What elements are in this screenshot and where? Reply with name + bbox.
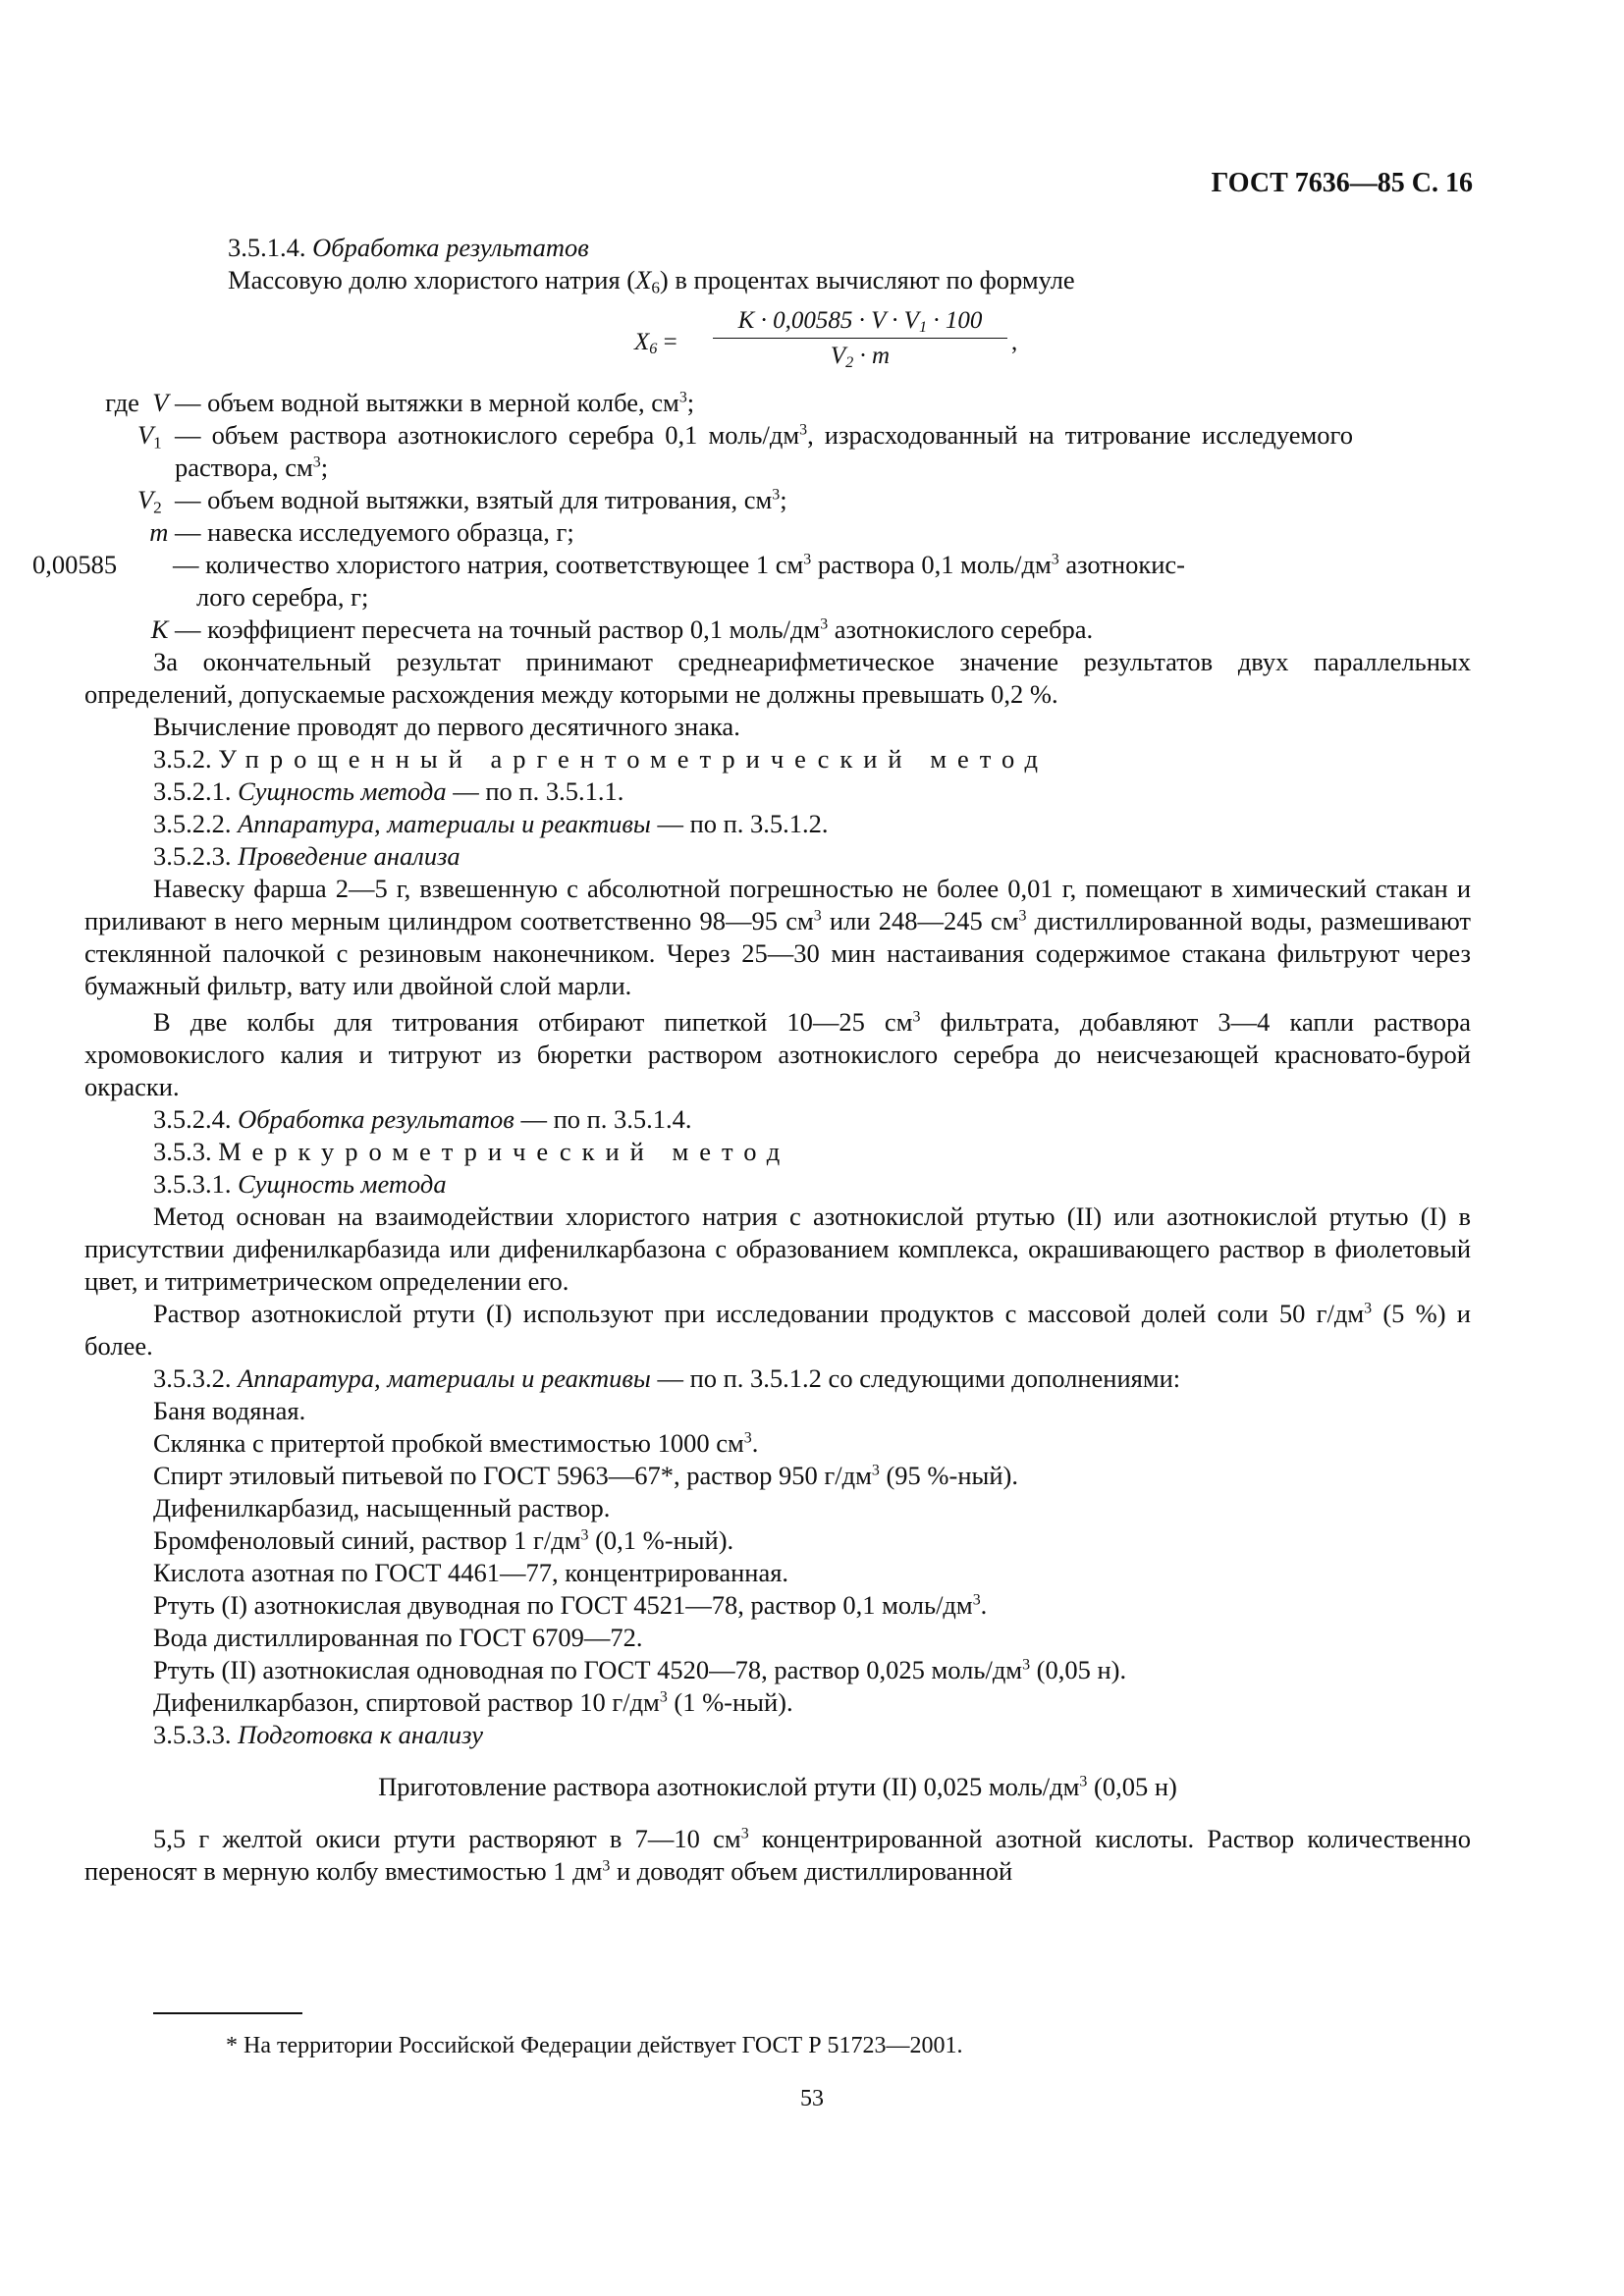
final-result-paragraph: За окончательный результат принимают среднеарифметическое значение результатов двух параллельных определений, допускаемые расхождения между которыми не должны превышать 0,2 %. — [84, 647, 1471, 709]
def-text — [175, 484, 1353, 516]
sup: 3 — [1018, 907, 1027, 925]
list-item — [153, 1524, 1471, 1557]
def-const-t1: — количество хлористого натрия, соответствующее 1 см — [173, 550, 804, 579]
denominator-a: V — [830, 343, 846, 369]
sup: 3 — [871, 1462, 880, 1479]
section-title: Обработка результатов — [312, 233, 589, 262]
rastvor-t1: Раствор азотнокислой ртути (I) используют при исследовании продуктов с массовой долей соли 50 г/дм — [153, 1299, 1365, 1328]
def-key — [35, 484, 175, 516]
def-sub: 2 — [153, 498, 162, 517]
tail: ; — [780, 485, 787, 514]
formula-denominator — [713, 339, 1007, 372]
tail: ; — [686, 388, 695, 417]
numerator-a: K · 0,00585 · V · V — [737, 307, 919, 334]
section-352 — [153, 743, 1471, 775]
def-m — [35, 516, 1471, 549]
item-text: Вода дистиллированная по ГОСТ 6709—72. — [153, 1623, 643, 1652]
def-v1-text2: , израсходованный на титрование исследуемого раствора, см — [175, 420, 1354, 482]
item-text: Дифенилкарбазон, спиртовой раствор 10 г/дм — [153, 1687, 660, 1717]
section-number: 3.5.3.2. — [153, 1363, 232, 1393]
section-number: 3.5.2.2. — [153, 809, 232, 838]
variable-definitions — [32, 387, 1471, 646]
sup: 3 — [659, 1688, 668, 1706]
sup: 3 — [803, 551, 812, 568]
item-text: Кислота азотная по ГОСТ 4461—77, концентрированная. — [153, 1558, 789, 1587]
method-paragraph: Метод основан на взаимодействии хлористого натрия с азотнокислой ртутью (II) или азотнокислой ртутью (I) в присутствии дифенилкарбазида или дифенилкарбазона с образованием комплекса, окрашивающего раствор в фиолетовый цвет, и титриметрическом определении его. — [84, 1201, 1471, 1296]
section-title: Аппаратура, материалы и реактивы — [238, 1363, 651, 1393]
def-text — [175, 614, 1353, 646]
sup: 3 — [1051, 551, 1059, 568]
section-title: Сущность метода — [238, 1169, 447, 1199]
sup: 3 — [820, 615, 829, 633]
section-title: Аппаратура, материалы и реактивы — [238, 809, 651, 838]
def-k-t1: — коэффициент пересчета на точный раствор 0,1 моль/дм — [175, 614, 821, 644]
document-body — [32, 232, 1472, 1888]
section-number: 3.5.2.4. — [153, 1104, 232, 1134]
def-const-symbol: 0,00585 — [32, 550, 118, 579]
def-const-t4: лого серебра, г; — [196, 582, 369, 612]
subheading — [84, 1771, 1471, 1803]
intro-text-end: ) в процентах вычисляют по формуле — [659, 265, 1075, 294]
farsh-paragraph — [84, 873, 1471, 1002]
def-v2 — [35, 484, 1471, 516]
formula-fraction — [713, 304, 1007, 372]
def-key — [35, 516, 175, 549]
def-text — [173, 549, 1468, 614]
footnote-rule — [153, 2012, 302, 2014]
farsh-t2: или 248—245 см — [821, 906, 1019, 935]
list-item — [153, 1395, 1471, 1427]
section-tail: — по п. 3.5.1.1. — [446, 776, 624, 806]
formula-equals: = — [657, 329, 677, 355]
list-item — [153, 1557, 1471, 1589]
last-paragraph — [84, 1823, 1471, 1888]
def-key — [35, 614, 175, 646]
list-item — [153, 1492, 1471, 1524]
def-symbol: V — [152, 388, 169, 417]
section-number: 3.5.3.3. — [153, 1720, 232, 1749]
calc-paragraph: Вычисление проводят до первого десятичного знака. — [153, 712, 740, 741]
item-tail: (95 %-ный). — [879, 1461, 1018, 1490]
section-number: 3.5.3.1. — [153, 1169, 232, 1199]
page-header: ГОСТ 7636—85 С. 16 — [1211, 168, 1473, 198]
def-m-text: — навеска исследуемого образца, г; — [175, 517, 574, 547]
def-text — [175, 387, 1353, 419]
sup: 3 — [972, 1591, 981, 1609]
sup: 3 — [743, 1429, 752, 1447]
farsh-t3: дистиллированной воды, размешивают стеклянной палочкой с резиновым наконечником. Через 25—30 мин настаивания содержимое стакана фильтруют через бумажный фильтр, вату или двойной слой марли. — [84, 906, 1472, 1000]
sup: 3 — [912, 1008, 921, 1026]
section-3514 — [153, 232, 1471, 264]
def-const-t2: раствора 0,1 моль/дм — [811, 550, 1052, 579]
formula — [153, 304, 1471, 373]
subhead-t2: (0,05 н) — [1087, 1772, 1177, 1801]
section-tail: — по п. 3.5.1.2. — [650, 809, 829, 838]
numerator-b: · 100 — [927, 307, 983, 334]
symbol-sub: 6 — [651, 278, 660, 297]
item-text: Спирт этиловый питьевой по ГОСТ 5963—67*, раствор 950 г/дм — [153, 1461, 872, 1490]
def-v2-text: — объем водной вытяжки, взятый для титрования, см — [175, 485, 773, 514]
section-number: 3.5.2.3. — [153, 841, 232, 871]
item-text: Дифенилкарбазид, насыщенный раствор. — [153, 1493, 611, 1522]
sup: 3 — [602, 1857, 611, 1875]
reagents-list — [153, 1362, 1471, 1751]
list-item — [153, 1589, 1471, 1622]
section-number: 3.5.2.1. — [153, 776, 232, 806]
def-sub: 1 — [153, 433, 162, 453]
list-item — [153, 1686, 1471, 1719]
section-3532 — [153, 1362, 1471, 1395]
def-k-t2: азотнокислого серебра. — [828, 614, 1094, 644]
sup: 3 — [740, 1825, 749, 1842]
section-number: 3.5.3. — [153, 1137, 212, 1166]
denominator-b: · m — [853, 343, 891, 369]
intro-paragraph — [153, 264, 1471, 296]
section-3524 — [153, 1103, 1471, 1136]
sup: 3 — [678, 389, 687, 406]
item-tail: (1 %-ный). — [667, 1687, 793, 1717]
footnote: * На территории Российской Федерации действует ГОСТ Р 51723—2001. — [226, 2033, 963, 2058]
def-text — [175, 419, 1353, 484]
formula-comma: , — [1011, 329, 1018, 355]
where-label: где — [105, 388, 139, 417]
section-3531 — [153, 1168, 1471, 1201]
def-symbol: V — [136, 420, 154, 450]
def-v — [35, 387, 1471, 419]
item-text: Ртуть (II) азотнокислая одноводная по ГОСТ 4520—78, раствор 0,025 моль/дм — [153, 1655, 1023, 1684]
item-text: Склянка с притертой пробкой вместимостью 1000 см — [153, 1428, 744, 1458]
def-key — [35, 419, 175, 484]
section-3521 — [153, 775, 1471, 808]
def-k — [35, 614, 1471, 646]
section-3523 — [153, 840, 1471, 873]
sup: 3 — [813, 907, 822, 925]
section-title: Меркурометрический метод — [218, 1137, 791, 1166]
section-3533 — [153, 1719, 1471, 1751]
formula-lhs — [634, 326, 677, 358]
item-text: Баня водяная. — [153, 1396, 306, 1425]
formula-numerator — [713, 304, 1007, 339]
def-symbol: K — [150, 614, 169, 644]
sup: 3 — [772, 486, 781, 504]
section-title: Упрощенный аргентометрический метод — [218, 744, 1049, 774]
denominator-sub: 2 — [845, 353, 854, 372]
list-item — [153, 1654, 1471, 1686]
subhead-t1: Приготовление раствора азотнокислой ртути (II) 0,025 моль/дм — [378, 1772, 1080, 1801]
section-353 — [153, 1136, 1471, 1168]
sup: 3 — [799, 421, 808, 439]
section-3522 — [153, 808, 1471, 840]
list-item — [153, 1622, 1471, 1654]
section-tail: — по п. 3.5.1.4. — [514, 1104, 692, 1134]
main-column-2 — [153, 1103, 1471, 1201]
list-item — [153, 1427, 1471, 1460]
sup: 3 — [312, 454, 321, 471]
last-t2: концентрированной азотной кислоты. Раствор количественно переносят в мерную колбу вместимостью 1 дм — [84, 1824, 1471, 1886]
kolby-t1: В две колбы для титрования отбирают пипеткой 10—25 см — [153, 1007, 913, 1037]
tail: ; — [320, 453, 329, 482]
section-tail: — по п. 3.5.1.2 со следующими дополнениями: — [650, 1363, 1181, 1393]
last-t1: 5,5 г желтой окиси ртути растворяют в 7—10 см — [153, 1824, 741, 1853]
rastvor-t2: (5 %) и более. — [84, 1299, 1471, 1361]
main-text — [84, 646, 1471, 1888]
item-tail: . — [751, 1428, 759, 1458]
def-symbol: V — [136, 485, 154, 514]
page-number: 53 — [800, 2086, 824, 2111]
numerator-sub: 1 — [918, 318, 928, 337]
formula-lhs-sub: 6 — [649, 340, 658, 358]
item-tail: (0,1 %-ный). — [588, 1525, 734, 1555]
section-title: Подготовка к анализу — [238, 1720, 484, 1749]
symbol-x: X — [635, 265, 652, 294]
rastvor-paragraph — [84, 1298, 1471, 1362]
section-title: Проведение анализа — [238, 841, 460, 871]
farsh-t1: Навеску фарша 2—5 г, взвешенную с абсолютной погрешностью не более 0,01 г, помещают в химический стакан и приливают в него мерным цилиндром соответственно 98—95 см — [84, 874, 1471, 935]
intro-text: Массовую долю хлористого натрия ( — [228, 265, 636, 294]
sup: 3 — [1079, 1773, 1088, 1790]
section-number: 3.5.2. — [153, 744, 212, 774]
def-const — [32, 549, 1471, 614]
item-tail: (0,05 н). — [1030, 1655, 1127, 1684]
kolby-paragraph — [84, 1006, 1471, 1103]
last-t3: и доводят объем дистиллированной — [610, 1856, 1013, 1886]
section-title: Обработка результатов — [238, 1104, 514, 1134]
kolby-t2: фильтрата, добавляют 3—4 капли раствора хромовокислого калия и титруют из бюретки раствором азотнокислого серебра до неисчезающей красновато-бурой окраски. — [84, 1007, 1471, 1101]
item-tail: . — [980, 1590, 988, 1620]
sup: 3 — [1022, 1656, 1031, 1674]
main-column — [153, 711, 1471, 873]
def-key — [35, 387, 175, 419]
def-const-t3: азотнокис- — [1058, 550, 1185, 579]
def-v1 — [35, 419, 1471, 484]
def-symbol: m — [149, 517, 169, 547]
sup: 3 — [1364, 1300, 1373, 1317]
sup: 3 — [580, 1526, 589, 1544]
def-v1-text1: — объем раствора азотнокислого серебра 0,1 моль/дм — [175, 420, 800, 450]
def-v-text: — объем водной вытяжки в мерной колбе, см — [175, 388, 679, 417]
list-item — [153, 1460, 1471, 1492]
item-text: Бромфеноловый синий, раствор 1 г/дм — [153, 1525, 581, 1555]
formula-lhs-symbol: X — [634, 329, 650, 355]
item-text: Ртуть (I) азотнокислая двуводная по ГОСТ 4521—78, раствор 0,1 моль/дм — [153, 1590, 973, 1620]
section-number: 3.5.1.4. — [228, 233, 306, 262]
section-title: Сущность метода — [238, 776, 447, 806]
